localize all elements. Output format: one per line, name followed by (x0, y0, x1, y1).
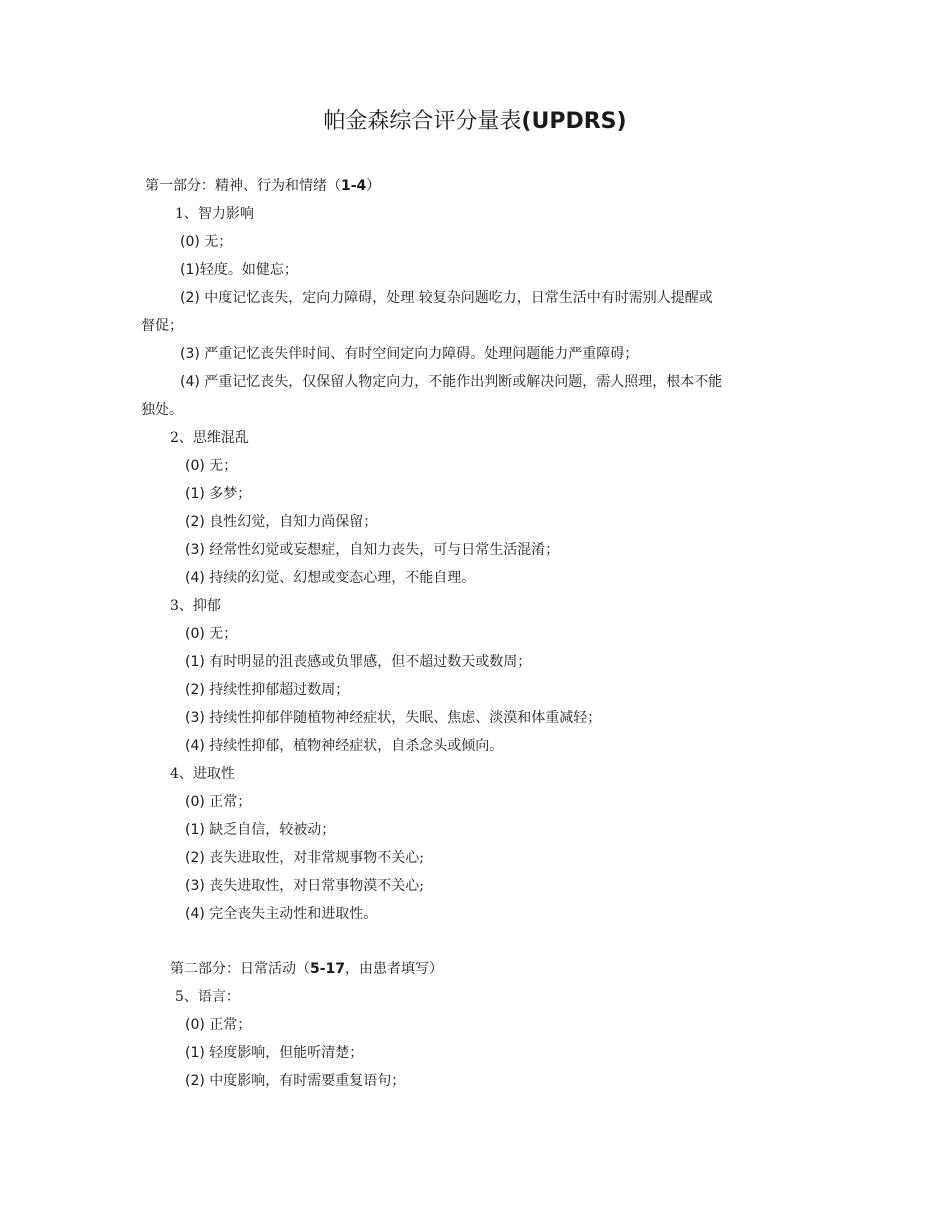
option-text: 轻度。如健忘； (199, 262, 298, 278)
q5-option-0 (185, 1015, 251, 1035)
option-text: 持续的幻觉、幻想或变态心理，不能自理。 (204, 570, 476, 586)
part1-heading-prefix: 第一部分：精神、行为和情绪（ (145, 178, 341, 194)
q1-option-3 (180, 344, 638, 364)
option-score: (3) (185, 710, 205, 726)
document-title (0, 106, 950, 138)
option-score: (2) (185, 682, 205, 698)
part1-heading-suffix: ） (366, 178, 381, 194)
q2-option-1 (185, 484, 251, 504)
q4-option-4 (185, 904, 377, 924)
q2-option-4 (185, 568, 475, 588)
q3-option-0 (185, 624, 237, 644)
q2-option-0 (185, 456, 237, 476)
q1-option-4 (180, 372, 722, 392)
option-score: (3) (185, 878, 205, 894)
option-text: 持续性抑郁超过数周； (204, 682, 350, 698)
q5-option-1 (185, 1043, 363, 1063)
option-text: 严重记忆丧失伴时间、有时空间定向力障碍。处理问题能力严重障碍； (199, 346, 639, 362)
q1-option-1 (180, 260, 298, 280)
option-text: 完全丧失主动性和进取性。 (204, 906, 378, 922)
part2-heading-suffix: ，由患者填写） (345, 961, 444, 977)
q3-option-3 (185, 708, 601, 728)
option-score: (3) (185, 542, 205, 558)
q1-option-4-continuation: 独处。 (141, 402, 183, 418)
part2-heading-range: 5-17 (310, 961, 346, 977)
q2-option-2 (185, 512, 377, 532)
option-score: (3) (180, 346, 200, 362)
q5-option-2 (185, 1071, 405, 1091)
option-text: 严重记忆丧失，仅保留人物定向力，不能作出判断或解决问题，需人照理，根本不能 (199, 374, 723, 390)
q4-option-2 (185, 848, 424, 868)
option-text: 正常； (204, 794, 252, 810)
option-score: (0) (185, 458, 205, 474)
option-score: (4) (185, 570, 205, 586)
part1-heading-range: 1-4 (341, 178, 367, 194)
q2-heading: 2、思维混乱 (170, 430, 249, 446)
option-text: 丧失进取性，对非常规事物不关心; (204, 850, 425, 866)
q4-heading: 4、进取性 (170, 766, 235, 782)
q3-heading: 3、抑郁 (170, 598, 221, 614)
option-score: (0) (185, 794, 205, 810)
option-text: 良性幻觉，自知力尚保留； (204, 514, 378, 530)
option-text: 中度影响，有时需要重复语句； (204, 1073, 406, 1089)
q4-option-1 (185, 820, 335, 840)
option-score: (1) (185, 822, 205, 838)
q1-heading: 1、智力影响 (175, 206, 254, 222)
option-score: (4) (185, 738, 205, 754)
q1-option-2-continuation: 督促； (141, 318, 183, 334)
option-score: (0) (180, 234, 200, 250)
option-score: (1) (180, 262, 200, 278)
q3-option-1 (185, 652, 531, 672)
option-text: 持续性抑郁伴随植物神经症状，失眠、焦虑、淡漠和体重减轻； (204, 710, 602, 726)
option-score: (2) (180, 290, 200, 306)
part1-heading (145, 176, 380, 196)
q2-option-3 (185, 540, 559, 560)
option-text: 丧失进取性，对日常事物漠不关心; (204, 878, 425, 894)
option-score: (0) (185, 1017, 205, 1033)
option-score: (1) (185, 654, 205, 670)
title-chinese: 帕金森综合评分量表 (323, 109, 522, 134)
option-text: 多梦； (204, 486, 252, 502)
q4-option-3 (185, 876, 424, 896)
option-score: (1) (185, 1045, 205, 1061)
q1-option-2 (180, 288, 713, 308)
option-score: (0) (185, 626, 205, 642)
option-score: (2) (185, 850, 205, 866)
option-text: 持续性抑郁，植物神经症状，自杀念头或倾向。 (204, 738, 504, 754)
option-text: 无； (204, 626, 238, 642)
q1-option-0 (180, 232, 232, 252)
q4-option-0 (185, 792, 251, 812)
option-text: 正常； (204, 1017, 252, 1033)
q3-option-4 (185, 736, 503, 756)
option-score: (2) (185, 1073, 205, 1089)
option-text: 无； (199, 234, 233, 250)
option-score: (1) (185, 486, 205, 502)
part2-heading-prefix: 第二部分：日常活动（ (170, 961, 310, 977)
option-text: 轻度影响，但能听清楚； (204, 1045, 364, 1061)
option-text: 无； (204, 458, 238, 474)
option-score: (4) (185, 906, 205, 922)
q5-heading: 5、语言： (175, 989, 240, 1005)
option-text: 缺乏自信，较被动； (204, 822, 336, 838)
option-score: (2) (185, 514, 205, 530)
option-text: 中度记忆丧失，定向力障碍，处理 较复杂问题吃力，日常生活中有时需别人提醒或 (199, 290, 713, 306)
part2-heading (170, 959, 443, 979)
option-score: (4) (180, 374, 200, 390)
option-text: 有时明显的沮丧感或负罪感，但不超过数天或数周； (204, 654, 532, 670)
title-abbreviation: (UPDRS) (521, 109, 627, 134)
option-text: 经常性幻觉或妄想症，自知力丧失，可与日常生活混淆； (204, 542, 560, 558)
q3-option-2 (185, 680, 349, 700)
